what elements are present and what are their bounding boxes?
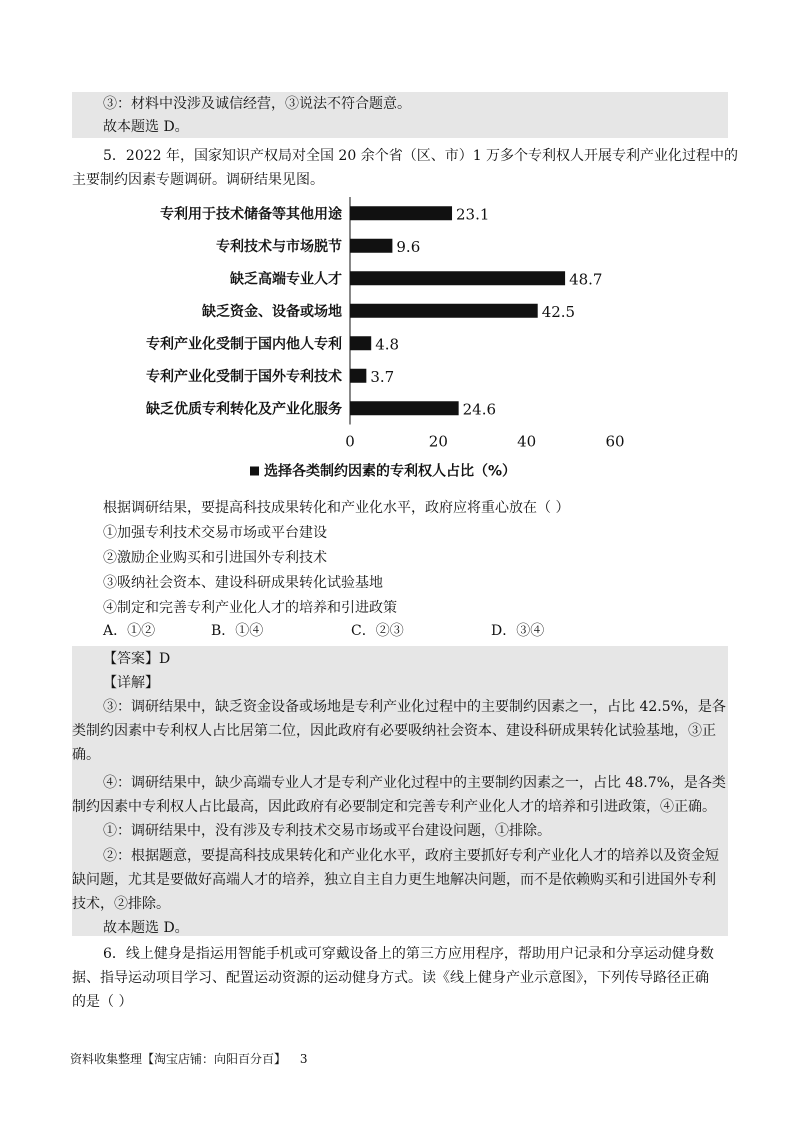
bar (350, 271, 565, 285)
detail-point-4-line-1: ④：调研结果中，缺少高端专业人才是专利产业化过程中的主要制约因素之一，占比 48.7%，是各类 (103, 775, 726, 791)
choice-c[interactable]: C．②③ (351, 623, 404, 639)
answer-choices (103, 620, 703, 642)
bar (350, 304, 538, 318)
bar-chart-svg (100, 192, 660, 488)
question-6-line-2: 据、指导运动项目学习、配置运动资源的运动健身方式。读《线上健身产业示意图》，下列传导路径正确 (72, 970, 709, 986)
category-label: 专利产业化受制于国外专利技术 (146, 368, 342, 385)
value-label: 48.7 (569, 270, 603, 289)
value-label: 23.1 (456, 205, 490, 224)
detail-conclusion: 故本题选 D。 (103, 920, 189, 936)
detail-point-3-line-1: ③：调研结果中，缺乏资金设备或场地是专利产业化过程中的主要制约因素之一，占比 42.5%，是各 (103, 699, 726, 715)
detail-point-2-line-1: ②：根据题意，要提高科技成果转化和产业化水平，政府主要抓好专利产业化人才的培养以及资金短 (103, 848, 719, 864)
category-label: 专利产业化受制于国内他人专利 (146, 336, 342, 353)
category-label: 缺乏资金、设备或场地 (202, 303, 342, 320)
page-number: 3 (299, 1052, 308, 1066)
question-6-line-3: 的是（ ） (72, 994, 133, 1010)
detail-point-2-line-3: 技术，②排除。 (72, 896, 170, 912)
option-item-2: ②激励企业购买和引进国外专利技术 (103, 550, 327, 566)
detail-point-1: ①：调研结果中，没有涉及专利技术交易市场或平台建设问题，①排除。 (103, 823, 551, 839)
footer-text: 资料收集整理【淘宝店铺：向阳百分百】 (70, 1052, 287, 1066)
value-label: 4.8 (375, 335, 400, 354)
option-item-4: ④制定和完善专利产业化人才的培养和引进政策 (103, 600, 397, 616)
value-label: 9.6 (396, 237, 421, 256)
bar (350, 336, 371, 350)
choice-d[interactable]: D．③④ (491, 623, 545, 639)
bar (350, 369, 366, 383)
detail-point-3-line-2: 类制约因素中专利权人占比居第二位，因此政府有必要吸纳社会资本、建设科研成果转化试验基地，③正 (72, 723, 716, 739)
option-item-3: ③吸纳社会资本、建设科研成果转化试验基地 (103, 575, 383, 591)
x-tick-label: 0 (345, 432, 355, 451)
question-5-prompt: 根据调研结果，要提高科技成果转化和产业化水平，政府应将重心放在（ ） (103, 500, 570, 516)
choice-a[interactable]: A．①② (103, 623, 156, 639)
detail-title: 【详解】 (103, 675, 159, 691)
previous-answer-line-1: ③：材料中没涉及诚信经营，③说法不符合题意。 (103, 96, 411, 112)
category-label: 专利用于技术储备等其他用途 (160, 206, 342, 223)
detail-point-3-line-3: 确。 (72, 747, 100, 763)
category-label: 专利技术与市场脱节 (216, 238, 342, 255)
detail-point-4-line-2: 制约因素中专利权人占比最高，因此政府有必要制定和完善专利产业化人才的培养和引进政策，④正确。 (72, 799, 716, 815)
survey-bar-chart (100, 192, 660, 488)
option-item-1: ①加强专利技术交易市场或平台建设 (103, 525, 327, 541)
choice-b[interactable]: B．①④ (211, 623, 264, 639)
category-label: 缺乏优质专利转化及产业化服务 (146, 401, 342, 418)
value-label: 3.7 (370, 367, 395, 386)
x-tick-label: 40 (517, 432, 537, 451)
bar (350, 239, 392, 253)
value-label: 24.6 (462, 400, 497, 419)
page-footer (70, 1050, 307, 1067)
detail-point-2-line-2: 缺问题，尤其是要做好高端人才的培养，独立自主自力更生地解决问题，而不是依赖购买和引进国外专利 (72, 872, 716, 888)
legend-swatch (250, 467, 259, 476)
question-6-line-1: 6．线上健身是指运用智能手机或可穿戴设备上的第三方应用程序，帮助用户记录和分享运动健身数 (103, 946, 714, 962)
x-tick-label: 60 (605, 432, 625, 451)
question-5-stem-line-1: 5．2022 年，国家知识产权局对全国 20 余个省（区、市）1 万多个专利权人开展专利产业化过程中的 (103, 148, 739, 164)
legend-label: 选择各类制约因素的专利权人占比（%） (264, 463, 517, 480)
bar (350, 401, 459, 415)
x-tick-label: 20 (428, 432, 448, 451)
value-label: 42.5 (541, 302, 576, 321)
category-label: 缺乏高端专业人才 (230, 271, 342, 288)
question-5-stem-line-2: 主要制约因素专题调研。调研结果见图。 (72, 172, 324, 188)
bar (350, 206, 452, 220)
answer-line: 【答案】D (103, 651, 171, 667)
previous-answer-conclusion: 故本题选 D。 (103, 119, 189, 135)
